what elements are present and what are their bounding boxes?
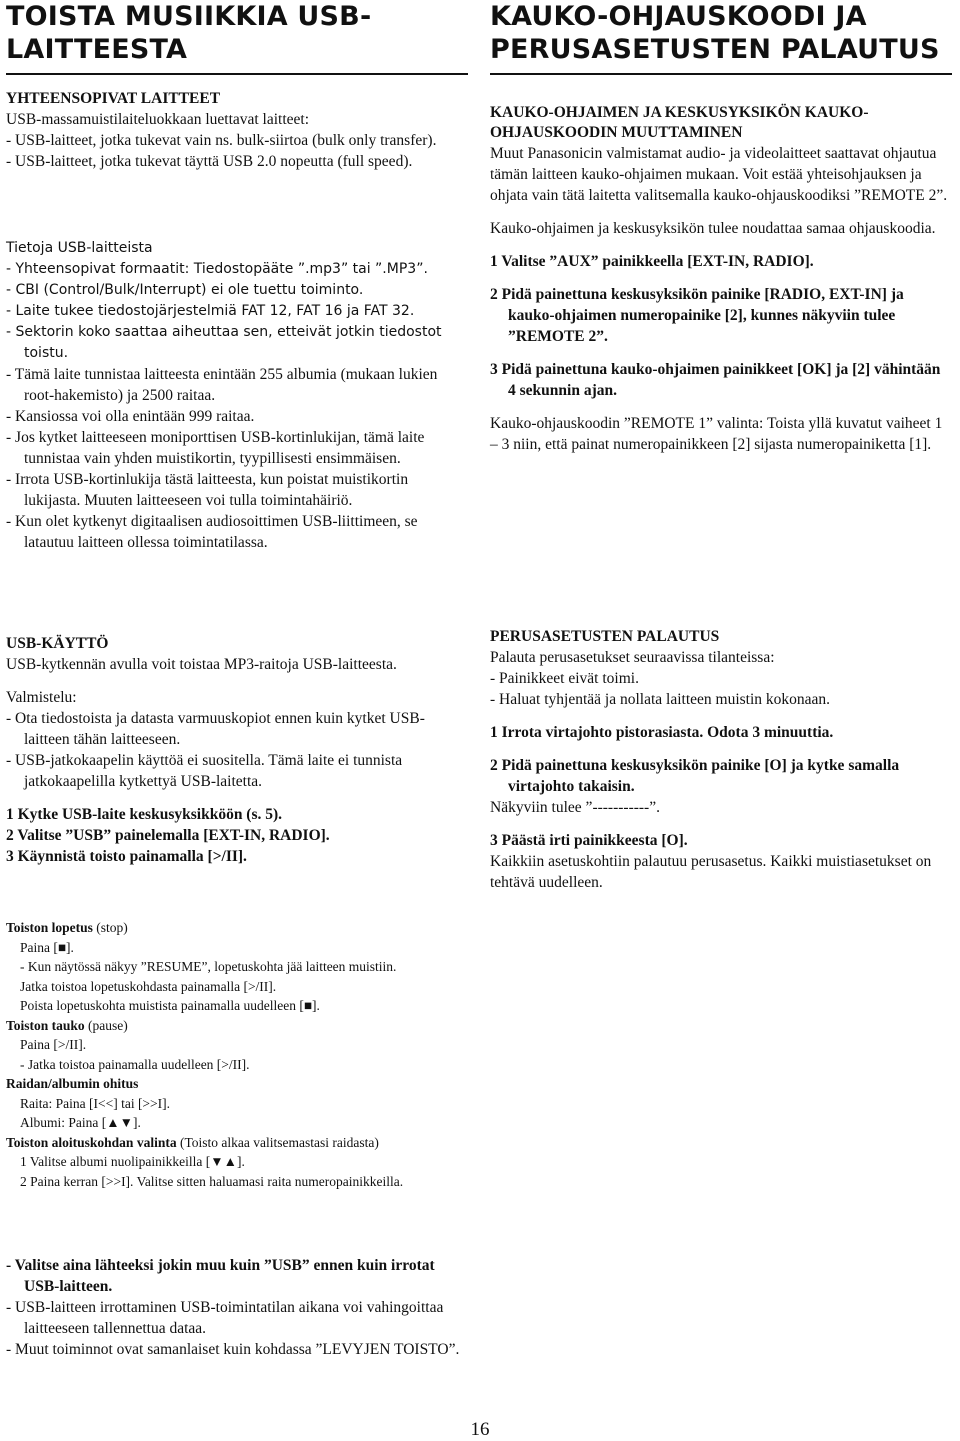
reset-section	[490, 627, 952, 893]
skip-line: Albumi: Paina [▲▼].	[20, 1115, 141, 1130]
spacer	[490, 401, 952, 413]
remote-step: 3 Pidä painettuna kauko-ohjaimen painikkeet [OK] ja [2] vähintään 4 sekunnin ajan.	[490, 361, 941, 399]
reset-heading: PERUSASETUSTEN PALAUTUS	[490, 628, 720, 645]
usb-usage-heading: USB-KÄYTTÖ	[6, 635, 109, 652]
usb-info-section	[6, 238, 468, 553]
start-line: 2 Paina kerran [>>I]. Valitse sitten haluamasi raita numeropainikkeilla.	[20, 1173, 404, 1189]
notes-section	[6, 1255, 468, 1360]
start-line: 1 Valitse albumi nuolipainikkeilla [▼▲].	[20, 1154, 245, 1169]
usb-info-item: - Laite tukee tiedostojärjestelmiä FAT 12, FAT 16 ja FAT 32.	[6, 303, 415, 319]
usb-step: 1 Kytke USB-laite keskusyksikköön (s. 5).	[6, 806, 283, 823]
usb-usage-section	[6, 634, 468, 867]
right-column	[490, 0, 952, 66]
start-suffix: (Toisto alkaa valitsemastasi raidasta)	[176, 1134, 379, 1150]
usb-info-item: - Yhteensopivat formaatit: Tiedostopääte ”.mp3” tai ”.MP3”.	[6, 261, 428, 277]
compat-intro: USB-massamuistilaiteluokkaan luettavat laitteet:	[6, 111, 310, 128]
pause-line: - Jatka toistoa painamalla uudelleen [>/II].	[20, 1056, 250, 1072]
usb-info-item: - Tämä laite tunnistaa laitteesta enintään 255 albumia (mukaan lukien root-hakemisto) ja 2500 raitaa.	[6, 366, 438, 404]
note-item: - Valitse aina lähteeksi jokin muu kuin ”USB” ennen kuin irrotat USB-laitteen.	[6, 1257, 435, 1295]
right-section-title	[490, 0, 952, 66]
reset-item: - Painikkeet eivät toimi.	[490, 670, 639, 687]
spacer	[6, 792, 468, 804]
usb-info-heading: Tietoja USB-laitteista	[6, 240, 153, 256]
remote-section	[490, 103, 952, 455]
reset-step: 2 Pidä painettuna keskusyksikön painike [O] ja kytke samalla virtajohto takaisin.	[490, 757, 900, 795]
remote-text: Kauko-ohjauskoodin ”REMOTE 1” valinta: Toista yllä kuvatut vaiheet 1 – 3 niin, että painat numeropainikkeen [2] sijasta numeropainiketta [1].	[490, 415, 943, 453]
skip-line: Raita: Paina [I<<] tai [>>I].	[20, 1095, 171, 1111]
reset-step: 3 Päästä irti painikkeesta [O].	[490, 832, 688, 849]
remote-text: Muut Panasonicin valmistamat audio- ja videolaitteet saattavat ohjautua tämän laitteen kauko-ohjaimen mukaan. Voit estää yhteisohjauksen ja ohjata vain tätä laitetta valitsemalla kauko-ohjauskoodiksi ”REMOTE 2”.	[490, 145, 948, 204]
reset-note: Kaikkiin asetuskohtiin palautuu perusasetus. Kaikki muistiasetukset on tehtävä uudelleen.	[490, 853, 932, 891]
reset-intro: Palauta perusasetukset seuraavissa tilanteissa:	[490, 649, 775, 666]
title-line: KAUKO-OHJAUSKOODI JA	[490, 1, 867, 32]
reset-step: 1 Irrota virtajohto pistorasiasta. Odota 3 minuuttia.	[490, 724, 834, 741]
reset-note: Näkyviin tulee ”-----------”.	[490, 799, 660, 816]
spacer	[490, 818, 952, 830]
remote-heading: KAUKO-OHJAIMEN JA KESKUSYKSIKÖN KAUKO-OHJAUSKOODIN MUUTTAMINEN	[490, 104, 869, 141]
stop-line: Poista lopetuskohta muistista painamalla uudelleen [■].	[20, 998, 320, 1013]
reset-item: - Haluat tyhjentää ja nollata laitteen muistin kokonaan.	[490, 691, 831, 708]
prep-item: - Ota tiedostoista ja datasta varmuuskopiot ennen kuin kytket USB-laitteen tähän laitteeseen.	[6, 710, 425, 748]
title-rule	[490, 73, 952, 75]
usb-info-item: - Sektorin koko saattaa aiheuttaa sen, etteivät jotkin tiedostot toistu.	[6, 324, 442, 361]
spacer	[490, 743, 952, 755]
note-item: - USB-laitteen irrottaminen USB-toimintatilan aikana voi vahingoittaa laitteeseen tallennettua dataa.	[6, 1299, 444, 1337]
stop-line: Paina [■].	[20, 939, 74, 955]
remote-text: Kauko-ohjaimen ja keskusyksikön tulee noudattaa samaa ohjauskoodia.	[490, 220, 936, 237]
compat-heading: YHTEENSOPIVAT LAITTEET	[6, 90, 221, 107]
usb-info-item: - Irrota USB-kortinlukija tästä laitteesta, kun poistat muistikortin lukijasta. Muuten laitteeseen voi tulla toimintahäiriö.	[6, 471, 409, 509]
usb-info-item: - Kun olet kytkenyt digitaalisen audiosoittimen USB-liittimeen, se latautuu laitteen ollessa toimintatilassa.	[6, 513, 418, 551]
compat-item: - USB-laitteet, jotka tukevat vain ns. bulk-siirtoa (bulk only transfer).	[6, 132, 437, 149]
stop-title: Toiston lopetus	[6, 920, 93, 935]
prep-item: - USB-jatkokaapelin käyttöä ei suositella. Tämä laite ei tunnista jatkokaapelilla kytkettyä USB-laitetta.	[6, 752, 403, 790]
start-title: Toiston aloituskohdan valinta	[6, 1134, 177, 1150]
spacer	[490, 206, 952, 218]
note-item: - Muut toiminnot ovat samanlaiset kuin kohdassa ”LEVYJEN TOISTO”.	[6, 1341, 460, 1358]
usb-info-item: - CBI (Control/Bulk/Interrupt) ei ole tuettu toiminto.	[6, 282, 364, 298]
left-section-title	[6, 0, 468, 66]
usb-usage-intro: USB-kytkennän avulla voit toistaa MP3-raitoja USB-laitteesta.	[6, 656, 397, 673]
title-line: PERUSASETUSTEN PALAUTUS	[490, 34, 940, 65]
spacer	[490, 239, 952, 251]
spacer	[490, 710, 952, 722]
stop-line: Jatka toistoa lopetuskohdasta painamalla [>/II].	[20, 978, 277, 994]
stop-line: - Kun näytössä näkyy ”RESUME”, lopetuskohta jää laitteen muistiin.	[20, 959, 397, 974]
title-line: TOISTA MUSIIKKIA USB-	[6, 1, 372, 32]
remote-step: 1 Valitse ”AUX” painikkeella [EXT-IN, RADIO].	[490, 253, 814, 270]
pause-line: Paina [>/II].	[20, 1037, 87, 1052]
usb-step: 2 Valitse ”USB” painelemalla [EXT-IN, RADIO].	[6, 827, 330, 844]
compat-section	[6, 89, 468, 172]
spacer	[490, 272, 952, 284]
pause-title: Toiston tauko	[6, 1017, 85, 1033]
usb-info-item: - Kansiossa voi olla enintään 999 raitaa.	[6, 408, 255, 425]
usb-step: 3 Käynnistä toisto painamalla [>/II].	[6, 848, 247, 865]
page-number: 16	[470, 1419, 490, 1440]
pause-suffix: (pause)	[84, 1017, 128, 1033]
compat-item: - USB-laitteet, jotka tukevat täyttä USB 2.0 nopeutta (full speed).	[6, 153, 413, 170]
remote-step: 2 Pidä painettuna keskusyksikön painike [RADIO, EXT-IN] ja kauko-ohjaimen numeropainike [2], kunnes näkyviin tulee ”REMOTE 2”.	[490, 286, 904, 345]
spacer	[490, 347, 952, 359]
stop-suffix: (stop)	[92, 920, 128, 935]
skip-title: Raidan/albumin ohitus	[6, 1076, 139, 1091]
title-rule	[6, 73, 468, 75]
left-column	[6, 0, 468, 66]
title-line: LAITTEESTA	[6, 34, 188, 65]
usb-info-item: - Jos kytket laitteeseen moniporttisen USB-kortinlukijan, tämä laite tunnistaa vain yhden muistikortin, tyypillisesti ensimmäisen.	[6, 429, 425, 467]
prep-label: Valmistelu:	[6, 689, 77, 706]
operations-section	[6, 918, 468, 1191]
spacer	[6, 675, 468, 687]
